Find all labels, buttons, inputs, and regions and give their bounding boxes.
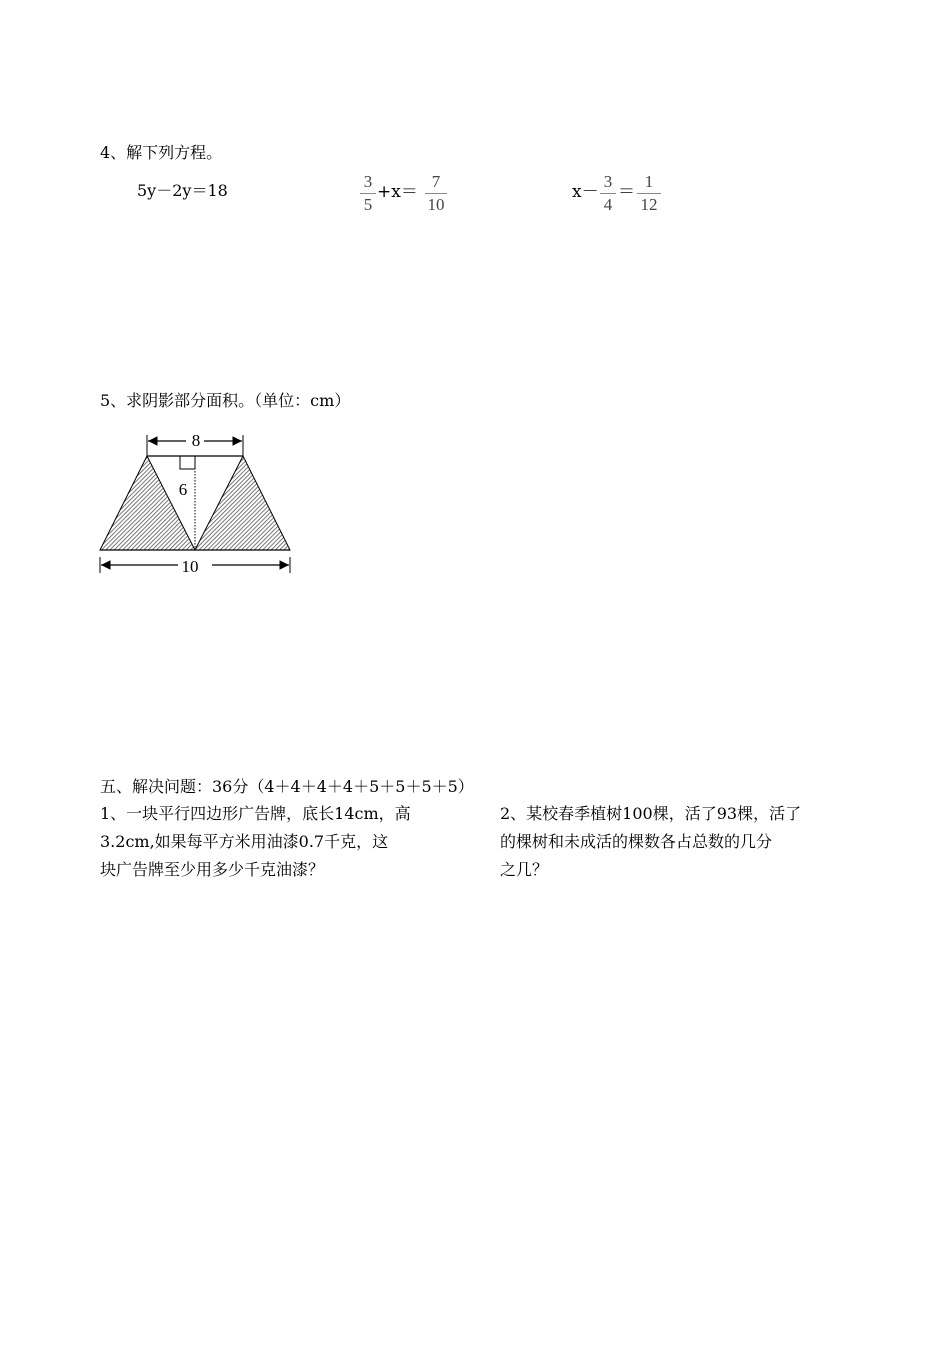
shaded-area-figure (90, 425, 305, 580)
equation-1: 5y－2y＝18 (137, 181, 228, 200)
left-shaded-triangle (100, 456, 195, 550)
height-label: 6 (178, 480, 188, 499)
bottom-length-label: 10 (181, 557, 199, 576)
part-5-title: 五、解决问题：36分（4＋4＋4＋4＋5＋5＋5＋5） (100, 777, 474, 796)
section-5-title: 5、求阴影部分面积。（单位：cm） (100, 391, 351, 410)
top-length-label: 8 (191, 431, 201, 450)
right-angle-mark (180, 456, 195, 469)
problem-1-line-1: 1、一块平行四边形广告牌，底长14cm，高 (100, 804, 411, 823)
fraction-7-10: 7 10 (425, 172, 447, 215)
problem-1-line-2: 3.2cm,如果每平方米用油漆0.7千克，这 (100, 832, 389, 851)
fraction-3-5: 3 5 (360, 172, 376, 215)
equation-3-middle: ＝ (618, 182, 635, 202)
right-shaded-triangle (195, 456, 290, 550)
problem-1 (100, 800, 445, 884)
problem-1-line-3: 块广告牌至少用多少千克油漆？ (100, 860, 325, 879)
problem-2-line-1: 2、某校春季植树100棵，活了93棵，活了 (500, 804, 802, 823)
fraction-1-12: 1 12 (637, 172, 661, 215)
problem-2-line-2: 的棵树和未成活的棵数各占总数的几分 (500, 832, 773, 851)
equation-2-middle: +x＝ (377, 182, 418, 202)
fraction-3-4: 3 4 (600, 172, 616, 215)
equation-3-prefix: x－ (572, 182, 599, 202)
section-4-title: 4、解下列方程。 (100, 143, 223, 162)
problem-2-line-3: 之几？ (500, 860, 549, 879)
problem-2 (500, 800, 845, 884)
